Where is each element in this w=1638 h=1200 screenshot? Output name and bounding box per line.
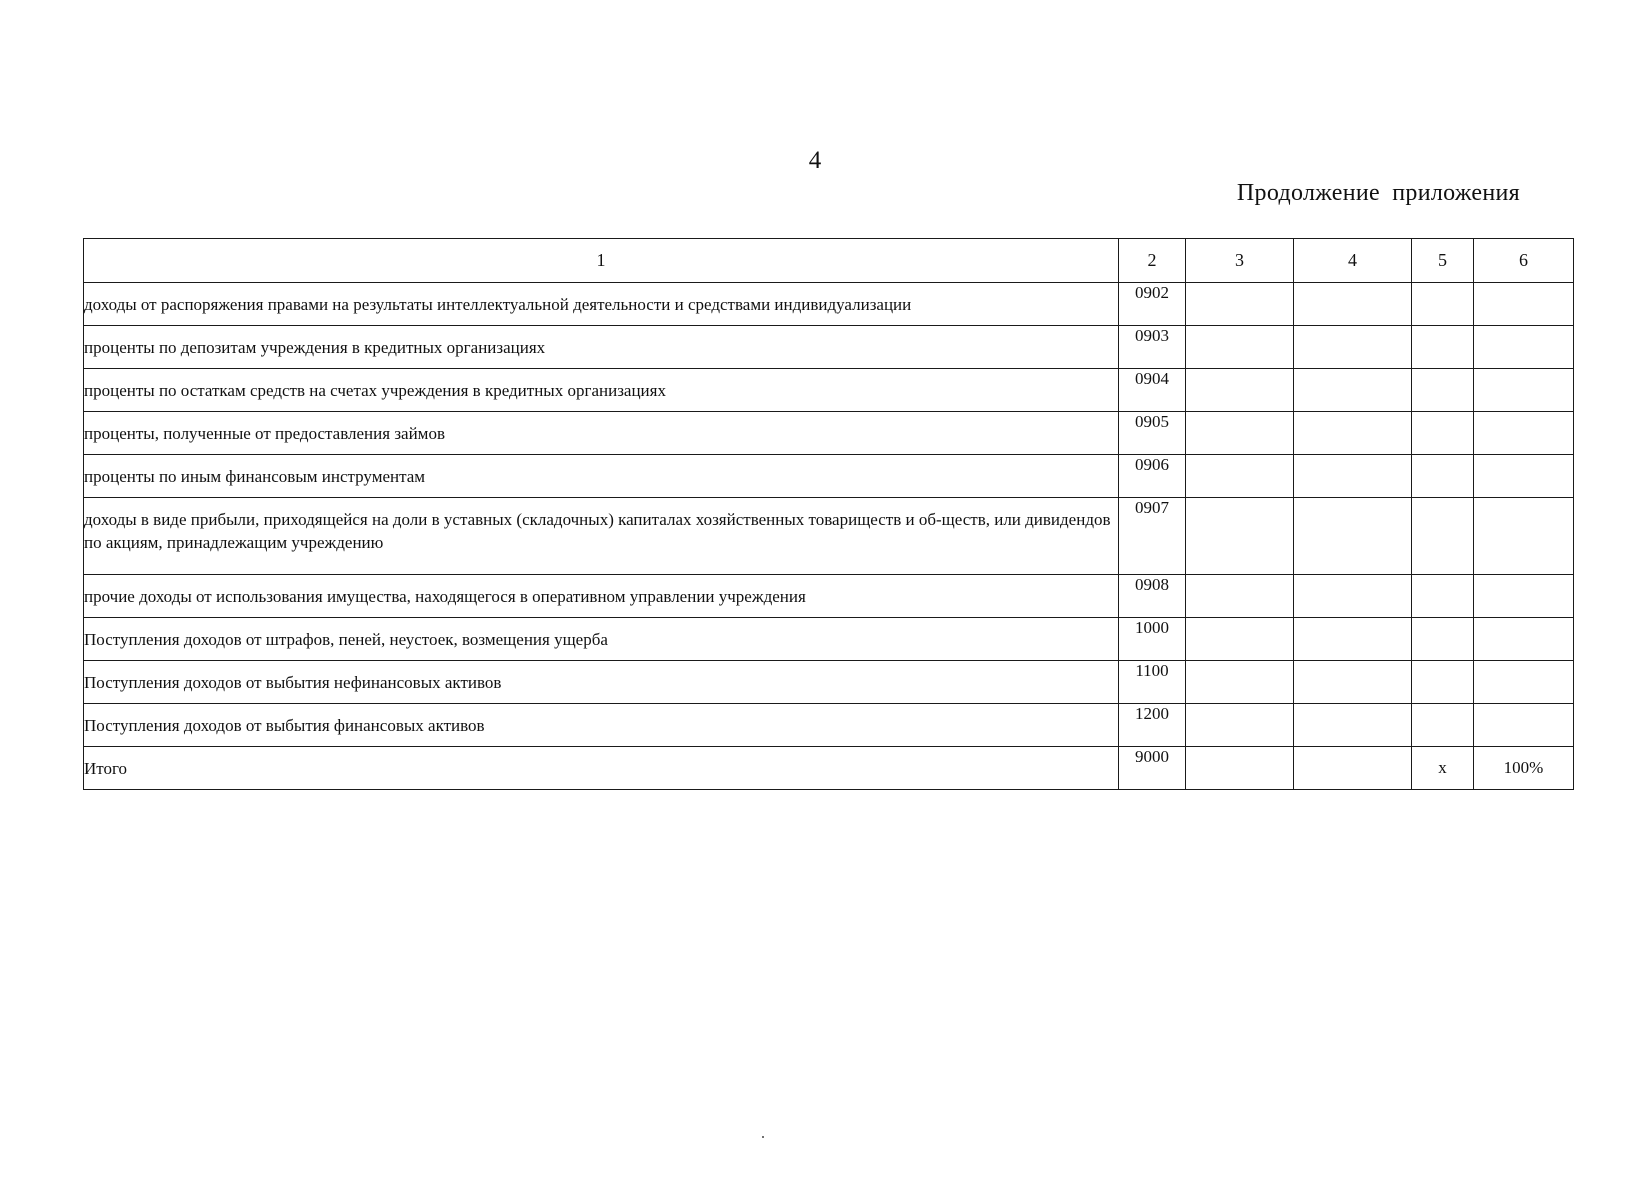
table-row <box>84 412 1574 455</box>
table-row <box>84 618 1574 661</box>
income-table <box>83 238 1574 790</box>
row-code: 0908 <box>1119 575 1186 618</box>
page-number: 4 <box>808 147 822 174</box>
row-col5 <box>1412 704 1474 747</box>
row-col4 <box>1294 455 1412 498</box>
row-col3 <box>1186 747 1294 790</box>
table-row <box>84 326 1574 369</box>
row-code: 0903 <box>1119 326 1186 369</box>
row-col6 <box>1474 369 1574 412</box>
row-code: 0902 <box>1119 283 1186 326</box>
row-name: проценты по иным финансовым инструментам <box>84 455 1119 498</box>
row-col5 <box>1412 283 1474 326</box>
row-col5 <box>1412 326 1474 369</box>
column-header-5: 5 <box>1412 239 1474 283</box>
row-col4 <box>1294 618 1412 661</box>
table-row-total <box>84 747 1574 790</box>
row-col5 <box>1412 575 1474 618</box>
row-col6: 100% <box>1474 747 1574 790</box>
row-name: Поступления доходов от штрафов, пеней, неустоек, возмещения ущерба <box>84 618 1119 661</box>
row-name: доходы в виде прибыли, приходящейся на доли в уставных (складочных) капиталах хозяйственных товариществ и об-ществ, или дивидендов по акциям, принадлежащим учреждению <box>84 498 1119 575</box>
row-code: 0906 <box>1119 455 1186 498</box>
row-col6 <box>1474 575 1574 618</box>
row-col5: x <box>1412 747 1474 790</box>
table-row <box>84 498 1574 575</box>
row-col6 <box>1474 498 1574 575</box>
table-row <box>84 455 1574 498</box>
row-col6 <box>1474 455 1574 498</box>
row-code: 1000 <box>1119 618 1186 661</box>
continuation-label: Продолжение приложения <box>1236 180 1520 206</box>
row-col6 <box>1474 283 1574 326</box>
table-row <box>84 661 1574 704</box>
column-header-2: 2 <box>1119 239 1186 283</box>
row-col4 <box>1294 575 1412 618</box>
row-code: 9000 <box>1119 747 1186 790</box>
row-col4 <box>1294 747 1412 790</box>
row-col6 <box>1474 704 1574 747</box>
table-row <box>84 575 1574 618</box>
row-col4 <box>1294 369 1412 412</box>
row-code: 1100 <box>1119 661 1186 704</box>
column-header-6: 6 <box>1474 239 1574 283</box>
row-col5 <box>1412 661 1474 704</box>
row-name: проценты по остаткам средств на счетах учреждения в кредитных организациях <box>84 369 1119 412</box>
table-row <box>84 369 1574 412</box>
row-col3 <box>1186 575 1294 618</box>
row-col5 <box>1412 455 1474 498</box>
row-name: Итого <box>84 747 1119 790</box>
scan-dot <box>762 1136 764 1138</box>
row-name: доходы от распоряжения правами на результаты интеллектуальной деятельности и средствами индивидуализации <box>84 283 1119 326</box>
row-col3 <box>1186 283 1294 326</box>
row-name: Поступления доходов от выбытия финансовых активов <box>84 704 1119 747</box>
row-col6 <box>1474 412 1574 455</box>
row-name: проценты по депозитам учреждения в кредитных организациях <box>84 326 1119 369</box>
row-col4 <box>1294 326 1412 369</box>
row-code: 1200 <box>1119 704 1186 747</box>
row-col3 <box>1186 455 1294 498</box>
row-col6 <box>1474 326 1574 369</box>
row-name: Поступления доходов от выбытия нефинансовых активов <box>84 661 1119 704</box>
row-col4 <box>1294 412 1412 455</box>
row-code: 0905 <box>1119 412 1186 455</box>
column-header-1: 1 <box>84 239 1119 283</box>
row-col6 <box>1474 618 1574 661</box>
table-header-row <box>84 239 1574 283</box>
row-col5 <box>1412 498 1474 575</box>
table-row <box>84 704 1574 747</box>
row-col3 <box>1186 412 1294 455</box>
table-row <box>84 283 1574 326</box>
row-col5 <box>1412 412 1474 455</box>
row-col4 <box>1294 283 1412 326</box>
column-header-4: 4 <box>1294 239 1412 283</box>
row-code: 0907 <box>1119 498 1186 575</box>
row-col3 <box>1186 618 1294 661</box>
row-col3 <box>1186 704 1294 747</box>
row-name: прочие доходы от использования имущества, находящегося в оперативном управлении учреждения <box>84 575 1119 618</box>
row-col6 <box>1474 661 1574 704</box>
column-header-3: 3 <box>1186 239 1294 283</box>
row-col3 <box>1186 498 1294 575</box>
row-col3 <box>1186 369 1294 412</box>
row-col3 <box>1186 661 1294 704</box>
row-col5 <box>1412 369 1474 412</box>
row-col4 <box>1294 704 1412 747</box>
row-code: 0904 <box>1119 369 1186 412</box>
row-col3 <box>1186 326 1294 369</box>
row-col4 <box>1294 661 1412 704</box>
row-col5 <box>1412 618 1474 661</box>
row-name: проценты, полученные от предоставления займов <box>84 412 1119 455</box>
row-col4 <box>1294 498 1412 575</box>
